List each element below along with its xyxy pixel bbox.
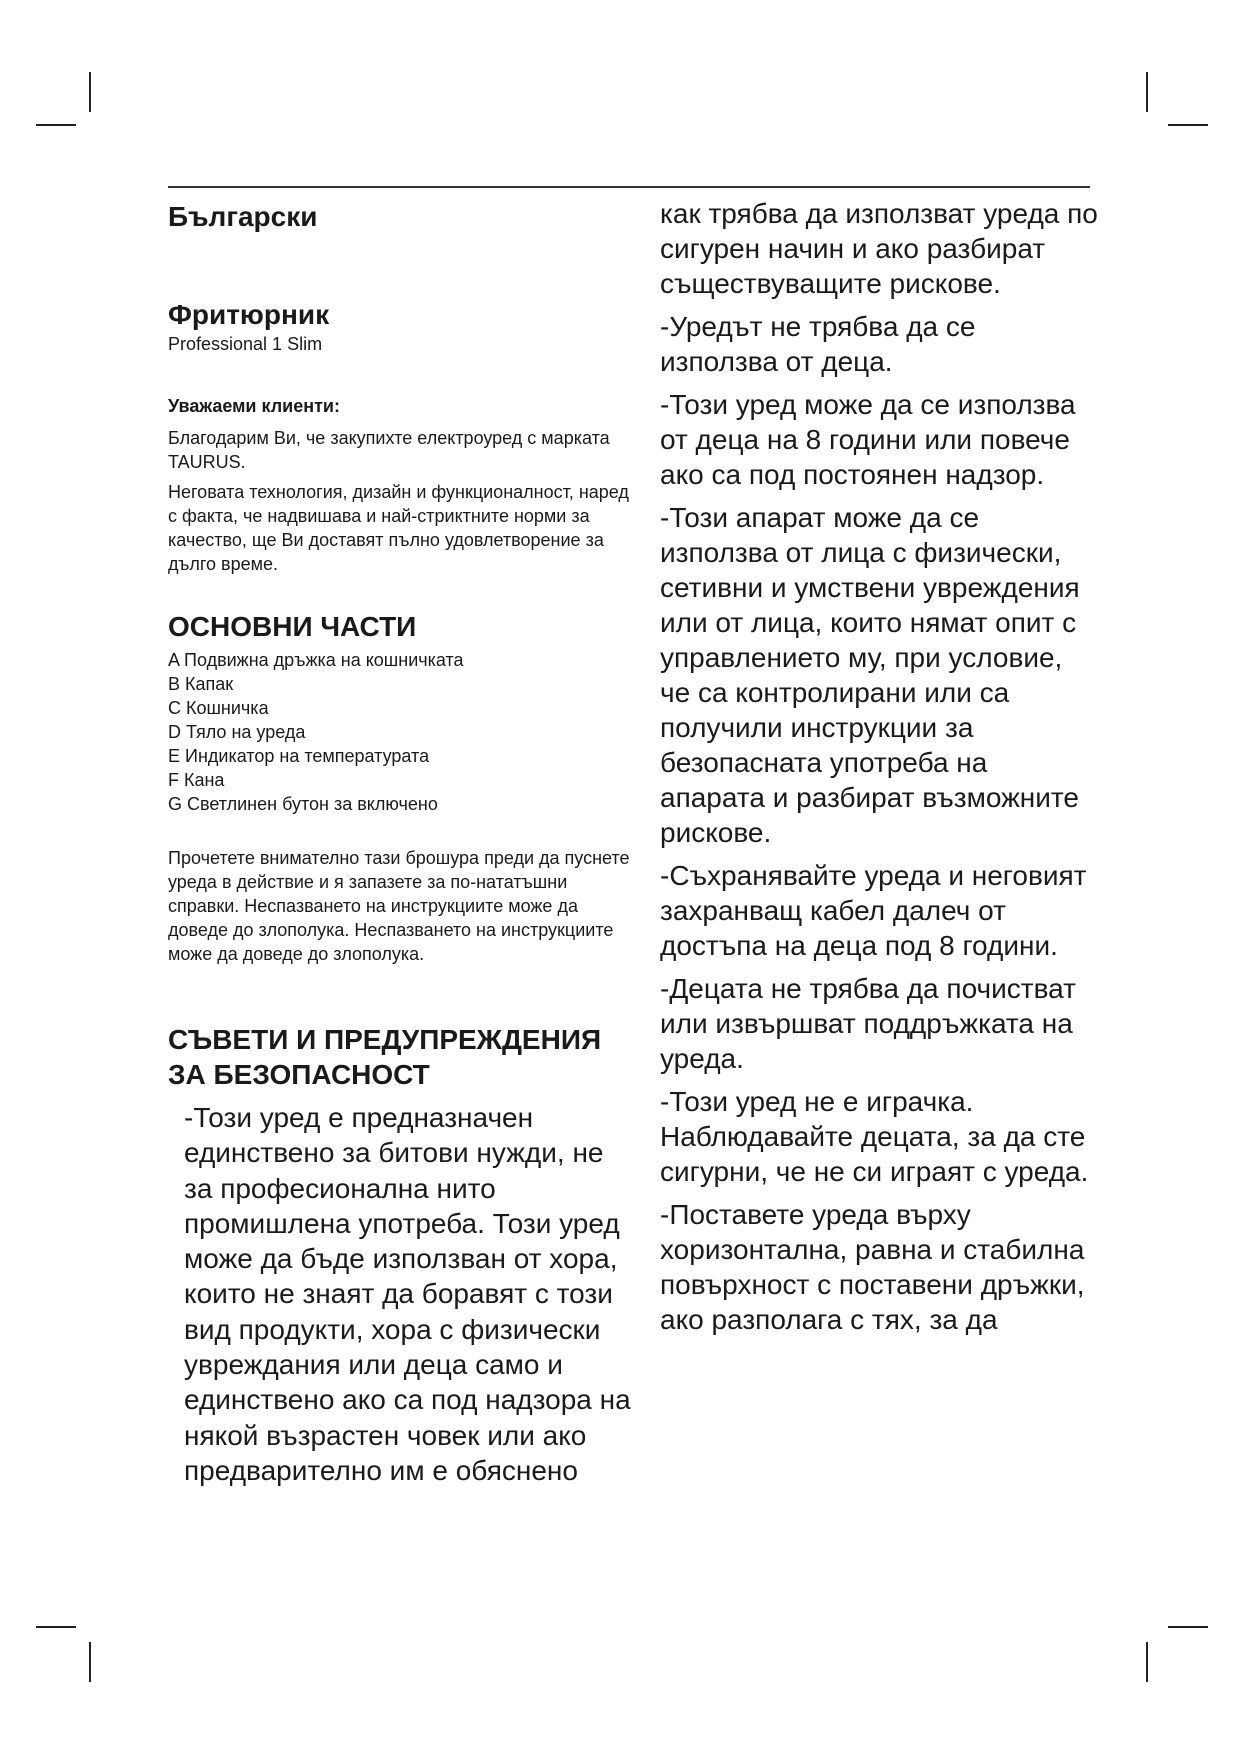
read-note: Прочетете внимателно тази брошура преди да пуснете уреда в действие и я запазете за по-нататъшни справки. Неспазването на инструкциите може да доведе до злополука. Неспазването на инструкциите може да доведе до злополука. (168, 848, 630, 964)
safety-paragraph: как трябва да използват уреда по сигурен начин и ако разбират съществуващите рискове. (660, 198, 1098, 299)
crop-mark (1146, 72, 1148, 112)
safety-paragraph: -Този уред може да се използва от деца на 8 години или повече ако са под постоянен надзор. (660, 389, 1076, 490)
safety-paragraph: -Децата не трябва да почистват или извършват поддръжката на уреда. (660, 973, 1076, 1074)
parts-list-item: A Подвижна дръжка на кошничката (168, 650, 464, 670)
intro-paragraph-2: Неговата технология, дизайн и функционалност, наред с факта, че надвишава и най-стриктните норми за качество, ще Ви доставят пълно удовлетворение за дълго време. (168, 482, 629, 574)
header-rule (168, 186, 1090, 188)
crop-mark (1146, 1642, 1148, 1682)
left-column (168, 200, 638, 1488)
parts-list-item: F Кана (168, 770, 225, 790)
safety-paragraph: -Този уред е предназначен единствено за битови нужди, не за професионална нито промишлена употреба. Този уред може да бъде използван от хора, които не знаят да боравят с този вид продукти, хора с физически увреждания или деца само и единствено ако са под надзора на някой възрастен човек или ако предварително им е обяснено (184, 1102, 631, 1486)
product-model: Professional 1 Slim (168, 334, 323, 354)
parts-heading: ОСНОВНИ ЧАСТИ (168, 611, 417, 642)
parts-list-item: G Светлинен бутон за включено (168, 794, 438, 814)
language-heading: Български (168, 201, 318, 232)
parts-list-item: D Тяло на уреда (168, 722, 306, 742)
crop-mark (89, 72, 91, 112)
crop-mark (36, 124, 76, 126)
product-title: Фритюрник (168, 299, 330, 330)
crop-mark (1168, 124, 1208, 126)
safety-paragraph: -Съхранявайте уреда и неговият захранващ кабел далеч от достъпа на деца под 8 години. (660, 860, 1087, 961)
crop-mark (36, 1626, 76, 1628)
greeting: Уважаеми клиенти: (168, 396, 340, 416)
right-column (660, 196, 1100, 1345)
safety-paragraph: -Този апарат може да се използва от лица с физически, сетивни и умствени увреждения или от лица, които нямат опит с управлението му, при условие, че са контролирани или са получили инструкции за безопасната употреба на апарата и разбират възможните рискове. (660, 502, 1080, 848)
crop-mark (89, 1642, 91, 1682)
safety-paragraph: -Поставете уреда върху хоризонтална, равна и стабилна повърхност с поставени дръжки, ако разполага с тях, за да (660, 1199, 1085, 1335)
safety-paragraph: -Уредът не трябва да се използва от деца. (660, 311, 976, 377)
parts-list (168, 648, 638, 816)
parts-list-item: B Капак (168, 674, 234, 694)
parts-list-item: C Кошничка (168, 698, 269, 718)
safety-heading: СЪВЕТИ И ПРЕДУПРЕЖДЕНИЯ ЗА БЕЗОПАСНОСТ (168, 1024, 602, 1090)
safety-paragraph: -Този уред не е играчка. Наблюдавайте децата, за да сте сигурни, че не си играят с уреда. (660, 1086, 1089, 1187)
parts-list-item: E Индикатор на температурата (168, 746, 430, 766)
crop-mark (1168, 1626, 1208, 1628)
intro-paragraph-1: Благодарим Ви, че закупихте електроуред с марката TAURUS. (168, 428, 610, 472)
